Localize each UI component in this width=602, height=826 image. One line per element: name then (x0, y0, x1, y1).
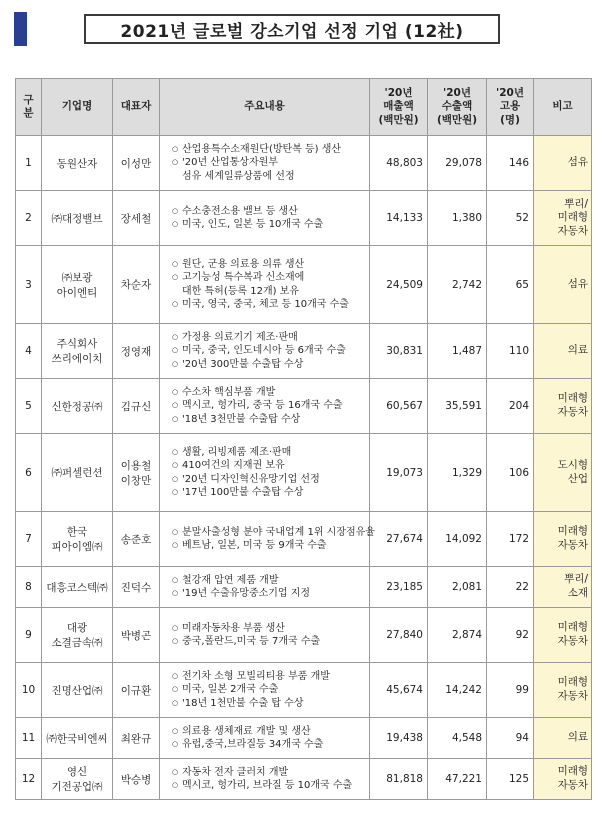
cell-ceo (113, 191, 160, 246)
table-row (16, 567, 592, 608)
header-sales: '20년 매출액 (백만원) (370, 79, 428, 136)
cell-line: 자동차 (557, 635, 588, 647)
content-item: ○ 가정용 의료기기 제조·판매 (172, 331, 367, 345)
content-item: ○ 멕시코, 헝가리, 브라질 등 10개국 수출 (172, 779, 367, 793)
cell-note (534, 379, 592, 434)
cell-line: 의료 (567, 344, 588, 357)
content-item: ○ 의료용 생체재료 개발 및 생산 (172, 725, 367, 739)
cell-company (42, 608, 113, 663)
cell-line: ㈜보광 (61, 271, 93, 284)
table-row (16, 512, 592, 567)
cell-content (160, 136, 370, 191)
cell-line: 영신 (66, 766, 88, 778)
content-item: ○ 유럽,중국,브라질등 34개국 수출 (172, 738, 367, 752)
cell-line: 자동차 (557, 406, 588, 418)
cell-export: 1,380 (428, 191, 487, 246)
cell-sales: 60,567 (370, 379, 428, 434)
cell-line: 도시형 (557, 458, 588, 471)
cell-line: 자동차 (557, 539, 588, 551)
cell-line: 소결금속㈜ (51, 637, 103, 649)
cell-line: 미래형 (557, 676, 588, 689)
cell-line: 미래형 (557, 765, 588, 778)
cell-line: 쓰리에이치 (51, 353, 103, 365)
cell-line: 이성만 (120, 157, 152, 170)
table-row (16, 608, 592, 663)
cell-line: 미래형 (557, 525, 588, 538)
cell-company (42, 512, 113, 567)
header-company: 기업명 (42, 79, 113, 136)
cell-note (534, 512, 592, 567)
content-list (162, 526, 375, 553)
content-item: ○ '18년 1천만불 수출 탑 수상 (172, 697, 367, 711)
cell-line: 소재 (567, 587, 588, 599)
cell-line: 미래형 (557, 211, 588, 224)
content-item: ○ 원단, 군용 의료용 의류 생산 (172, 258, 367, 272)
cell-company (42, 246, 113, 324)
cell-note (534, 136, 592, 191)
cell-employment: 146 (487, 136, 534, 191)
table-row (16, 191, 592, 246)
header-ceo: 대표자 (113, 79, 160, 136)
cell-content (160, 434, 370, 512)
cell-employment: 92 (487, 608, 534, 663)
cell-employment: 52 (487, 191, 534, 246)
content-item: ○ '17년 100만불 수출탑 수상 (172, 486, 367, 500)
cell-line: 정영재 (120, 345, 152, 358)
cell-sales: 27,674 (370, 512, 428, 567)
cell-export: 14,242 (428, 663, 487, 718)
cell-line: 송준호 (120, 533, 152, 546)
cell-employment: 99 (487, 663, 534, 718)
content-item: ○ 산업용특수소재원단(방탄복 등) 생산 (172, 143, 367, 157)
cell-sales: 24,509 (370, 246, 428, 324)
cell-line: 장세철 (120, 212, 152, 225)
content-item: ○ 미래자동차용 부품 생산 (172, 622, 367, 636)
content-item: ○ 고기능성 특수복과 신소재에 (172, 271, 367, 285)
cell-line: 최완규 (120, 732, 152, 745)
cell-ceo (113, 759, 160, 800)
cell-no: 12 (16, 759, 42, 800)
cell-line: 뿌리/ (564, 197, 588, 210)
cell-line: 동원산자 (56, 157, 98, 170)
cell-export: 47,221 (428, 759, 487, 800)
cell-content (160, 324, 370, 379)
cell-content (160, 663, 370, 718)
cell-content (160, 246, 370, 324)
content-item: ○ '20년 산업통상자원부 (172, 156, 367, 170)
content-item: ○ 생활, 리빙제품 제조·판매 (172, 446, 367, 460)
cell-line: 진덕수 (120, 581, 152, 594)
content-item: 섬유 세계일류상품에 선정 (182, 170, 295, 182)
cell-ceo (113, 512, 160, 567)
cell-note (534, 608, 592, 663)
header-no: 구분 (16, 79, 42, 136)
content-list (162, 331, 367, 372)
cell-ceo (113, 379, 160, 434)
cell-sales: 27,840 (370, 608, 428, 663)
company-table (15, 78, 592, 800)
cell-company (42, 136, 113, 191)
header-export: '20년 수출액 (백만원) (428, 79, 487, 136)
cell-line: 미래형 (557, 621, 588, 634)
cell-content (160, 512, 375, 567)
cell-sales: 81,818 (370, 759, 428, 800)
cell-line: 미래형 (557, 392, 588, 405)
cell-sales: 23,185 (370, 567, 428, 608)
cell-line: 한국 (66, 526, 88, 538)
cell-no: 11 (16, 718, 42, 759)
cell-employment: 106 (487, 434, 534, 512)
header-employment: '20년 고용 (명) (487, 79, 534, 136)
cell-line: 대흥코스텍㈜ (46, 581, 108, 594)
content-list (162, 766, 367, 793)
cell-line: 피아이엠㈜ (51, 541, 103, 553)
cell-company (42, 718, 113, 759)
content-list (162, 725, 367, 752)
content-item: ○ 베트남, 일본, 미국 등 9개국 수출 (172, 539, 367, 553)
cell-line: 신한정공㈜ (51, 400, 103, 413)
cell-ceo (113, 434, 160, 512)
content-item: ○ 미국, 일본 2개국 수출 (172, 683, 367, 697)
title-accent-bar (14, 12, 27, 46)
cell-export: 2,081 (428, 567, 487, 608)
table-row (16, 759, 592, 800)
table-row (16, 434, 592, 512)
cell-note (534, 663, 592, 718)
cell-export: 14,092 (428, 512, 487, 567)
content-list (162, 205, 367, 232)
cell-line: 박병곤 (120, 629, 152, 642)
cell-ceo (113, 567, 160, 608)
cell-no: 8 (16, 567, 42, 608)
cell-line: 아이엔티 (56, 286, 98, 299)
cell-export: 2,742 (428, 246, 487, 324)
cell-line: 기전공업㈜ (51, 781, 103, 793)
cell-ceo (113, 718, 160, 759)
cell-export: 1,487 (428, 324, 487, 379)
cell-ceo (113, 246, 160, 324)
table-row (16, 379, 592, 434)
cell-employment: 65 (487, 246, 534, 324)
cell-employment: 22 (487, 567, 534, 608)
cell-line: 섬유 (567, 156, 588, 169)
cell-content (160, 718, 370, 759)
cell-no: 10 (16, 663, 42, 718)
cell-employment: 110 (487, 324, 534, 379)
cell-company (42, 567, 113, 608)
cell-no: 2 (16, 191, 42, 246)
cell-line: 대광 (66, 622, 88, 634)
table-row (16, 663, 592, 718)
cell-sales: 30,831 (370, 324, 428, 379)
content-item: ○ 수소충전소용 밸브 등 생산 (172, 205, 367, 219)
content-list (162, 386, 367, 427)
cell-export: 35,591 (428, 379, 487, 434)
cell-no: 4 (16, 324, 42, 379)
cell-ceo (113, 663, 160, 718)
table-header-row (16, 79, 592, 136)
content-list (162, 670, 367, 711)
content-item: ○ 전기차 소형 모빌리티용 부품 개발 (172, 670, 367, 684)
content-item: ○ 철강재 압연 제품 개발 (172, 574, 367, 588)
content-item: ○ 분말사출성형 분야 국내업계 1위 시장점유율 (172, 526, 367, 540)
content-item: ○ 미국, 영국, 중국, 체코 등 10개국 수출 (172, 298, 367, 312)
cell-line: ㈜한국비엔씨 (46, 732, 108, 745)
cell-ceo (113, 324, 160, 379)
content-item: ○ 미국, 인도, 일본 등 10개국 수출 (172, 218, 367, 232)
content-list (162, 622, 367, 649)
cell-line: 박승병 (120, 773, 152, 786)
content-item: ○ 중국,폴란드,미국 등 7개국 수출 (172, 635, 367, 649)
cell-no: 7 (16, 512, 42, 567)
cell-line: 주식회사 (56, 338, 98, 350)
cell-company (42, 379, 113, 434)
cell-sales: 14,133 (370, 191, 428, 246)
cell-line: 차순자 (120, 279, 152, 291)
cell-line: 섬유 (567, 277, 588, 290)
cell-line: 이창만 (120, 474, 152, 487)
cell-line: 진명산업㈜ (51, 684, 103, 697)
cell-note (534, 434, 592, 512)
cell-export: 29,078 (428, 136, 487, 191)
page-title: 2021년 글로벌 강소기업 선정 기업 (12社) (84, 14, 500, 44)
table-row (16, 136, 592, 191)
cell-content (160, 191, 370, 246)
header-note: 비고 (534, 79, 592, 136)
header-content: 주요내용 (160, 79, 370, 136)
table-row (16, 718, 592, 759)
cell-content (160, 379, 370, 434)
cell-note (534, 324, 592, 379)
cell-no: 3 (16, 246, 42, 324)
cell-content (160, 608, 370, 663)
cell-line: 자동차 (557, 690, 588, 702)
cell-note (534, 567, 592, 608)
content-item: ○ 멕시코, 헝가리, 중국 등 16개국 수출 (172, 399, 367, 413)
cell-line: ㈜퍼셀런션 (51, 467, 103, 479)
content-list (162, 143, 367, 184)
cell-company (42, 434, 113, 512)
cell-export: 4,548 (428, 718, 487, 759)
cell-line: 김규신 (120, 400, 152, 413)
content-item: ○ '19년 수출유망중소기업 지정 (172, 587, 367, 601)
cell-line: 이용철 (120, 459, 152, 472)
cell-employment: 204 (487, 379, 534, 434)
cell-content (160, 567, 370, 608)
table-row (16, 246, 592, 324)
content-list (162, 446, 367, 500)
cell-sales: 45,674 (370, 663, 428, 718)
content-item: ○ '20년 300만불 수출탑 수상 (172, 358, 367, 372)
cell-company (42, 759, 113, 800)
cell-line: 의료 (567, 731, 588, 744)
cell-line: ㈜대정밸브 (51, 212, 103, 225)
cell-company (42, 324, 113, 379)
cell-line: 뿌리/ (564, 573, 588, 586)
cell-no: 1 (16, 136, 42, 191)
cell-no: 9 (16, 608, 42, 663)
cell-content (160, 759, 370, 800)
content-item: ○ '18년 3천만불 수출탑 수상 (172, 413, 367, 427)
cell-no: 5 (16, 379, 42, 434)
cell-note (534, 759, 592, 800)
content-item: ○ 수소차 핵심부품 개발 (172, 386, 367, 400)
content-item: ○ 자동차 전자 클러치 개발 (172, 766, 367, 780)
table-row (16, 324, 592, 379)
cell-note (534, 191, 592, 246)
cell-employment: 125 (487, 759, 534, 800)
cell-line: 자동차 (557, 224, 588, 237)
cell-sales: 19,438 (370, 718, 428, 759)
content-item: 대한 특허(등록 12개) 보유 (182, 285, 300, 297)
cell-sales: 48,803 (370, 136, 428, 191)
cell-no: 6 (16, 434, 42, 512)
cell-export: 1,329 (428, 434, 487, 512)
cell-line: 이규환 (120, 684, 152, 697)
content-list (162, 574, 367, 601)
cell-company (42, 191, 113, 246)
cell-note (534, 246, 592, 324)
cell-sales: 19,073 (370, 434, 428, 512)
cell-employment: 172 (487, 512, 534, 567)
content-item: ○ 410여건의 지재권 보유 (172, 459, 367, 473)
cell-ceo (113, 608, 160, 663)
cell-company (42, 663, 113, 718)
cell-line: 산업 (567, 472, 588, 485)
cell-employment: 94 (487, 718, 534, 759)
cell-note (534, 718, 592, 759)
content-item: ○ '20년 디자인혁신유망기업 선정 (172, 473, 367, 487)
cell-export: 2,874 (428, 608, 487, 663)
content-list (162, 258, 367, 312)
cell-line: 자동차 (557, 779, 588, 791)
title-area (14, 12, 572, 46)
cell-ceo (113, 136, 160, 191)
content-item: ○ 미국, 중국, 인도네시아 등 6개국 수출 (172, 344, 367, 358)
